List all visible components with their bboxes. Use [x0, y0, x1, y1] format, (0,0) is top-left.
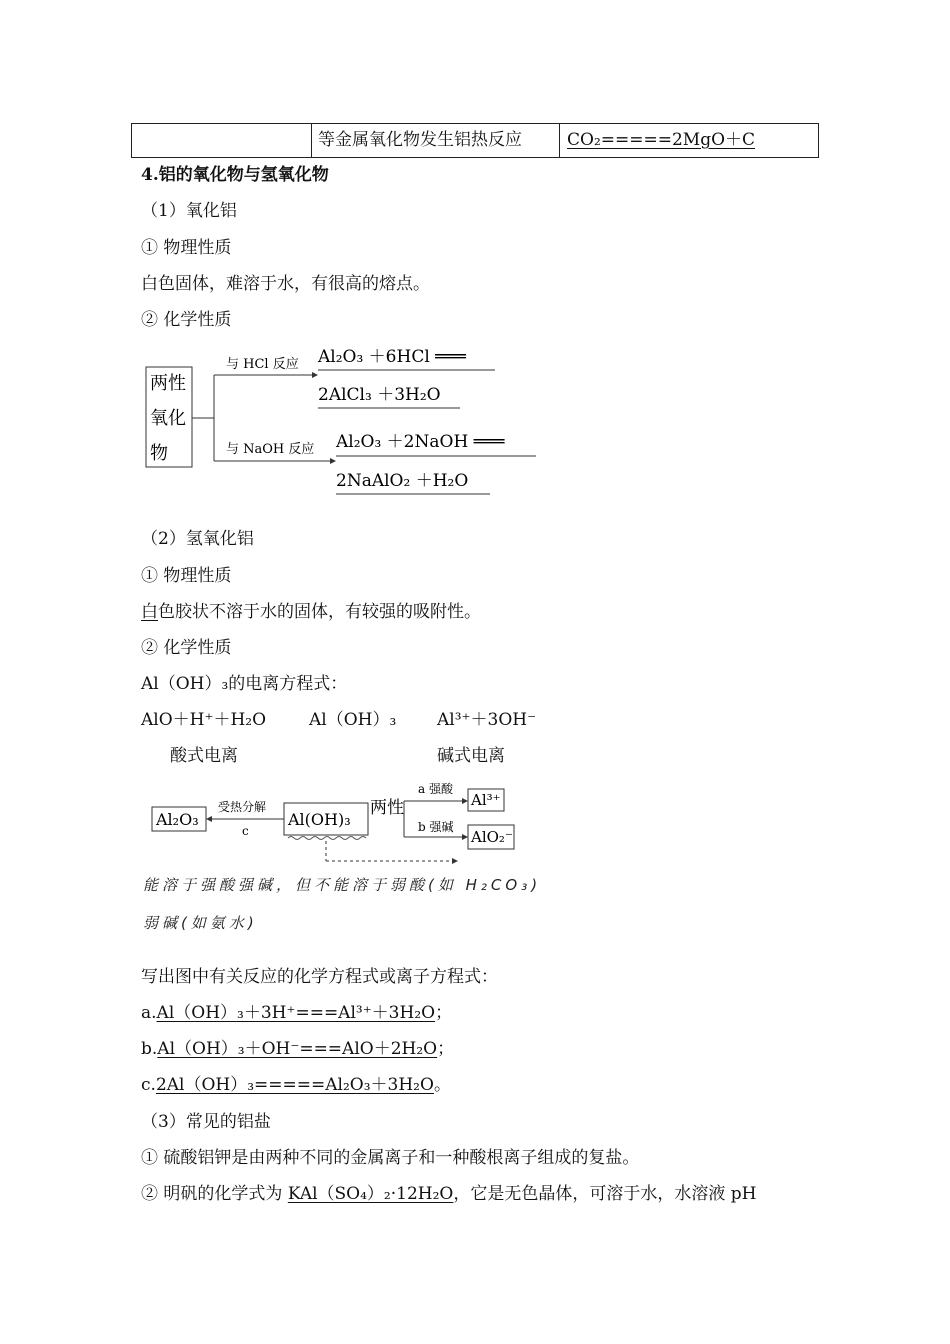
- paragraph: [141, 601, 481, 623]
- table-cell-equation: CO₂=====2MgO＋C: [567, 130, 756, 150]
- table-divider: [559, 124, 560, 157]
- handwritten-note-1: 能溶于强酸强碱，但不能溶于弱酸(如 H₂CO₃): [143, 876, 542, 894]
- item-label: ② 化学性质: [141, 310, 232, 330]
- al2o3-label: Al₂O₃: [156, 810, 199, 829]
- eq-end: 。: [433, 1075, 451, 1095]
- ionization-acid-side: AlO＋H⁺＋H₂O: [141, 710, 267, 730]
- oxide-reaction-diagram: [140, 338, 560, 503]
- amphoteric-label: 两性: [370, 798, 404, 818]
- oxide-box-line2: 氧化: [150, 408, 186, 429]
- aloh3-label: Al(OH)₃: [288, 810, 351, 829]
- strong-acid-label: a 强酸: [418, 782, 453, 796]
- arrow-c-label: c: [242, 824, 249, 838]
- eq-prefix: b.: [141, 1039, 158, 1059]
- oxide-box-line3: 物: [150, 443, 168, 464]
- eq-b-answer: Al（OH）₃＋OH⁻===AlO＋2H₂O: [157, 1039, 438, 1059]
- al-ion-label: Al³⁺: [471, 791, 501, 809]
- subsection-heading: （3）常见的铝盐: [141, 1112, 271, 1132]
- eq-end: ；: [437, 1039, 455, 1059]
- subsection-heading: （1）氧化铝: [141, 201, 237, 221]
- alo2-ion-label: AlO₂⁻: [471, 828, 513, 846]
- arrow-head-icon: [462, 798, 468, 804]
- arrow-head-icon: [206, 816, 212, 822]
- item-label: ① 物理性质: [141, 238, 232, 258]
- handwritten-note-2: 弱碱(如氨水): [143, 914, 258, 932]
- table-divider: [311, 124, 312, 157]
- table-cell-reaction-desc: 等金属氧化物发生铝热反应: [318, 130, 522, 150]
- paragraph: 白色固体，难溶于水，有很高的熔点。: [141, 274, 430, 294]
- strong-base-label: b 强碱: [418, 820, 454, 834]
- task-instruction: 写出图中有关反应的化学方程式或离子方程式：: [141, 967, 498, 987]
- equation-a: [141, 1002, 452, 1024]
- ionization-title: Al（OH）₃的电离方程式：: [141, 674, 348, 694]
- arrow-head-icon: [452, 858, 458, 864]
- eq-end: ；: [435, 1003, 453, 1023]
- branch2-label: 与 NaOH 反应: [226, 442, 315, 457]
- branch1-eq-bottom: 2AlCl₃ ＋3H₂O: [318, 385, 441, 405]
- ionization-base-side: Al³⁺＋3OH⁻: [437, 710, 537, 730]
- oxide-box-line1: 两性: [150, 373, 186, 394]
- arrow-head-icon: [330, 458, 336, 464]
- decompose-label: 受热分解: [218, 800, 267, 814]
- paragraph-rest: 色胶状不溶于水的固体，有较强的吸附性。: [158, 602, 481, 622]
- section-heading: 4.铝的氧化物与氢氧化物: [141, 165, 329, 185]
- branch2-eq-bottom: 2NaAlO₂ ＋H₂O: [336, 471, 469, 491]
- item-label: ② 化学性质: [141, 638, 232, 658]
- blank-answer: 白: [141, 602, 158, 622]
- text-prefix: ② 明矾的化学式为: [141, 1184, 288, 1204]
- equation-b: [141, 1038, 454, 1060]
- base-ionization-label: 碱式电离: [437, 746, 505, 766]
- eq-prefix: c.: [141, 1075, 156, 1095]
- arrow-head-icon: [312, 372, 318, 378]
- subsection-heading: （2）氢氧化铝: [141, 529, 254, 549]
- eq-a-answer: Al（OH）₃＋3H⁺===Al³⁺＋3H₂O: [156, 1003, 436, 1023]
- paragraph: [141, 1183, 757, 1205]
- arrow-head-icon: [462, 834, 468, 840]
- eq-prefix: a.: [141, 1003, 157, 1023]
- branch1-eq-top: Al₂O₃ ＋6HCl ═══: [318, 347, 466, 367]
- hydroxide-reaction-diagram: [140, 775, 560, 870]
- alum-formula: KAl（SO₄）₂·12H₂O: [287, 1184, 454, 1204]
- text-suffix: ，它是无色晶体，可溶于水，水溶液 pH: [453, 1184, 757, 1204]
- ionization-center: Al（OH）₃: [309, 710, 397, 730]
- equation-c: [141, 1074, 451, 1096]
- paragraph: ① 硫酸铝钾是由两种不同的金属离子和一种酸根离子组成的复盐。: [141, 1148, 640, 1168]
- eq-c-answer: 2Al（OH）₃=====Al₂O₃＋3H₂O: [155, 1075, 434, 1095]
- item-label: ① 物理性质: [141, 566, 232, 586]
- acid-ionization-label: 酸式电离: [170, 746, 238, 766]
- branch1-label: 与 HCl 反应: [226, 357, 299, 372]
- branch2-eq-top: Al₂O₃ ＋2NaOH ═══: [336, 432, 505, 452]
